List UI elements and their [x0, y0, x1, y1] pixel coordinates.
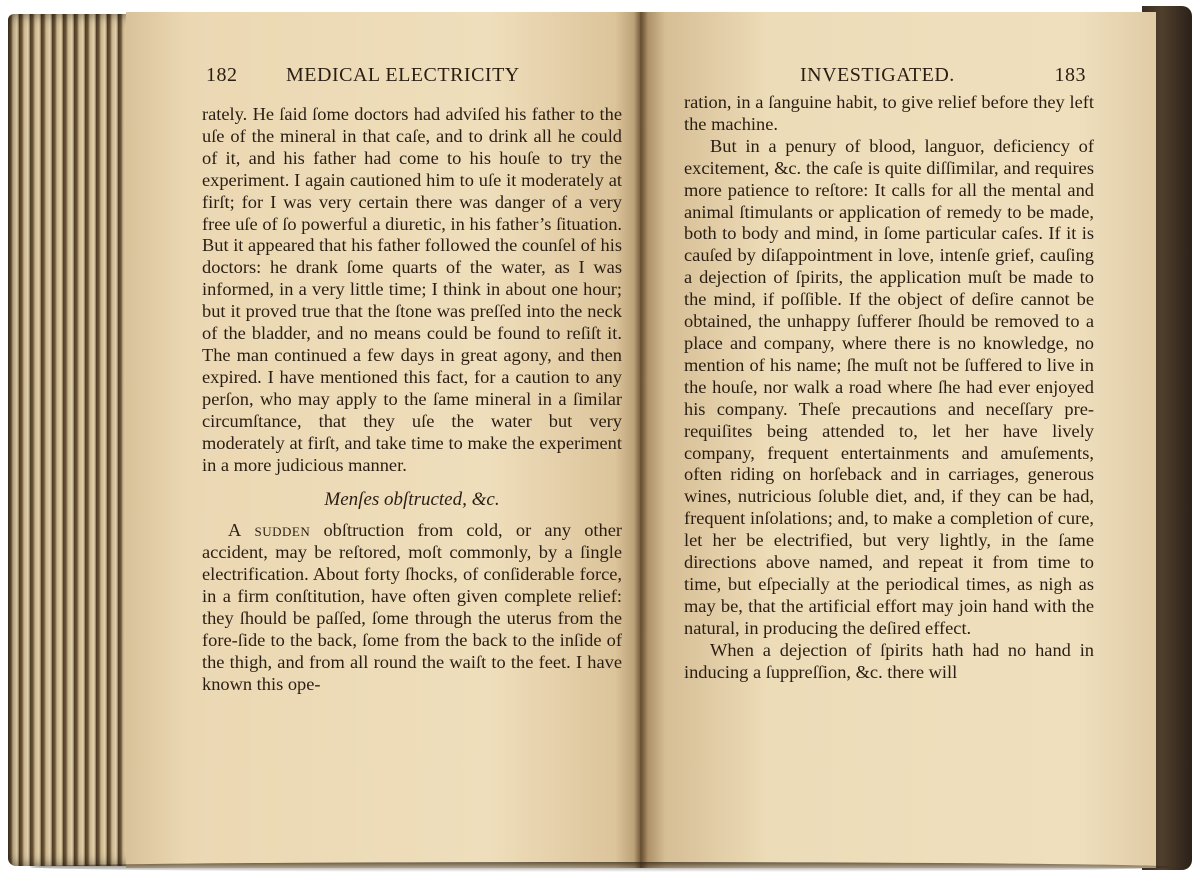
drop-lead-words: A sudden: [228, 520, 311, 541]
running-title: MEDICAL ELECTRICITY: [286, 64, 520, 86]
running-title: INVESTIGATED.: [800, 64, 955, 86]
paragraph: [202, 520, 622, 695]
section-heading: Menſes obſtructed, &c.: [324, 489, 500, 511]
page-number: 182: [206, 64, 238, 86]
paragraph: When a dejection of ſpirits hath had no hand in inducing a ſuppreſſion, &c. there will: [684, 639, 1094, 682]
right-page: [640, 12, 1156, 868]
open-book: [8, 6, 1192, 872]
paragraph-text: obſtruction from cold, or any other accident, may be reſtored, moſt commonly, by a ſingle electrification. About forty ſhocks, of conſiderable force, in a firm conſtitution, have often given complete relief: they ſhould be paſſed, ſome through the uterus from the fore-ſide to the back, ſome from the back to the inſide of the thigh, and from all round the waiſt to the feet. I have known this ope-: [202, 520, 622, 694]
paragraph: ration, in a ſanguine habit, to give relief before they left the machine.: [684, 92, 1094, 134]
right-page-header: [640, 64, 1156, 94]
left-page: [126, 12, 646, 868]
paragraph: rately. He ſaid ſome doctors had adviſed his father to the uſe of the mineral in that caſe, and to drink all he could of it, and his father had come to his houſe to try the experiment. I again cautioned him to uſe it moderately at firſt; for I was very certain there was danger of a very free uſe of ſo powerful a diuretic, in his father’s ſituation. But it appeared that his father followed the counſel of his doctors: he drank ſome quarts of the water, as I was informed, in a very little time; I think in about one hour; but it proved true that the ſtone was preſſed into the neck of the bladder, and no means could be found to reſiſt it. The man continued a few days in great agony, and then expired. I have mentioned this fact, for a caution to any perſon, who may apply to the ſame mineral in a ſimilar circumſtance, that they uſe the water but very moderately at firſt, and take time to make the experiment in a more judicious manner.: [202, 104, 622, 475]
book-shadow: [30, 862, 1170, 872]
book-gutter: [634, 12, 648, 868]
right-page-body: [684, 92, 1094, 683]
page-number: 183: [1054, 64, 1086, 86]
left-page-body: [202, 104, 622, 696]
paragraph: But in a penury of blood, languor, deficiency of excitement, &c. the caſe is quite diſſimilar, and requires more patience to reſtore: It calls for all the mental and animal ſtimulants or application of remedy to be made, both to body and mind, in ſome particular caſes. If it is cauſed by diſappointment in love, intenſe grief, cauſing a dejection of ſpirits, the application muſt be made to the mind, if poſſible. If the object of deſire cannot be obtained, the unhappy ſufferer ſhould be removed to a place and company, where there is no knowledge, no mention of his name; ſhe muſt not be ſuffered to live in the houſe, nor walk a road where ſhe had ever enjoyed his company. Theſe precautions and neceſſary pre-requiſites being attended to, let her have lively company, frequent entertainments and amuſements, often riding on horſeback and in carriages, generous wines, nutricious ſoluble diet, and, if they can be had, frequent inſolations; and, to make a completion of cure, let her be electrified, but very lightly, in the ſame directions above named, and repeat it from time to time, but eſpecially at the periodical times, as nigh as may be, that the artificial effort may join hand with the natural, in producing the deſired effect.: [684, 135, 1094, 638]
left-page-header: [126, 64, 646, 94]
